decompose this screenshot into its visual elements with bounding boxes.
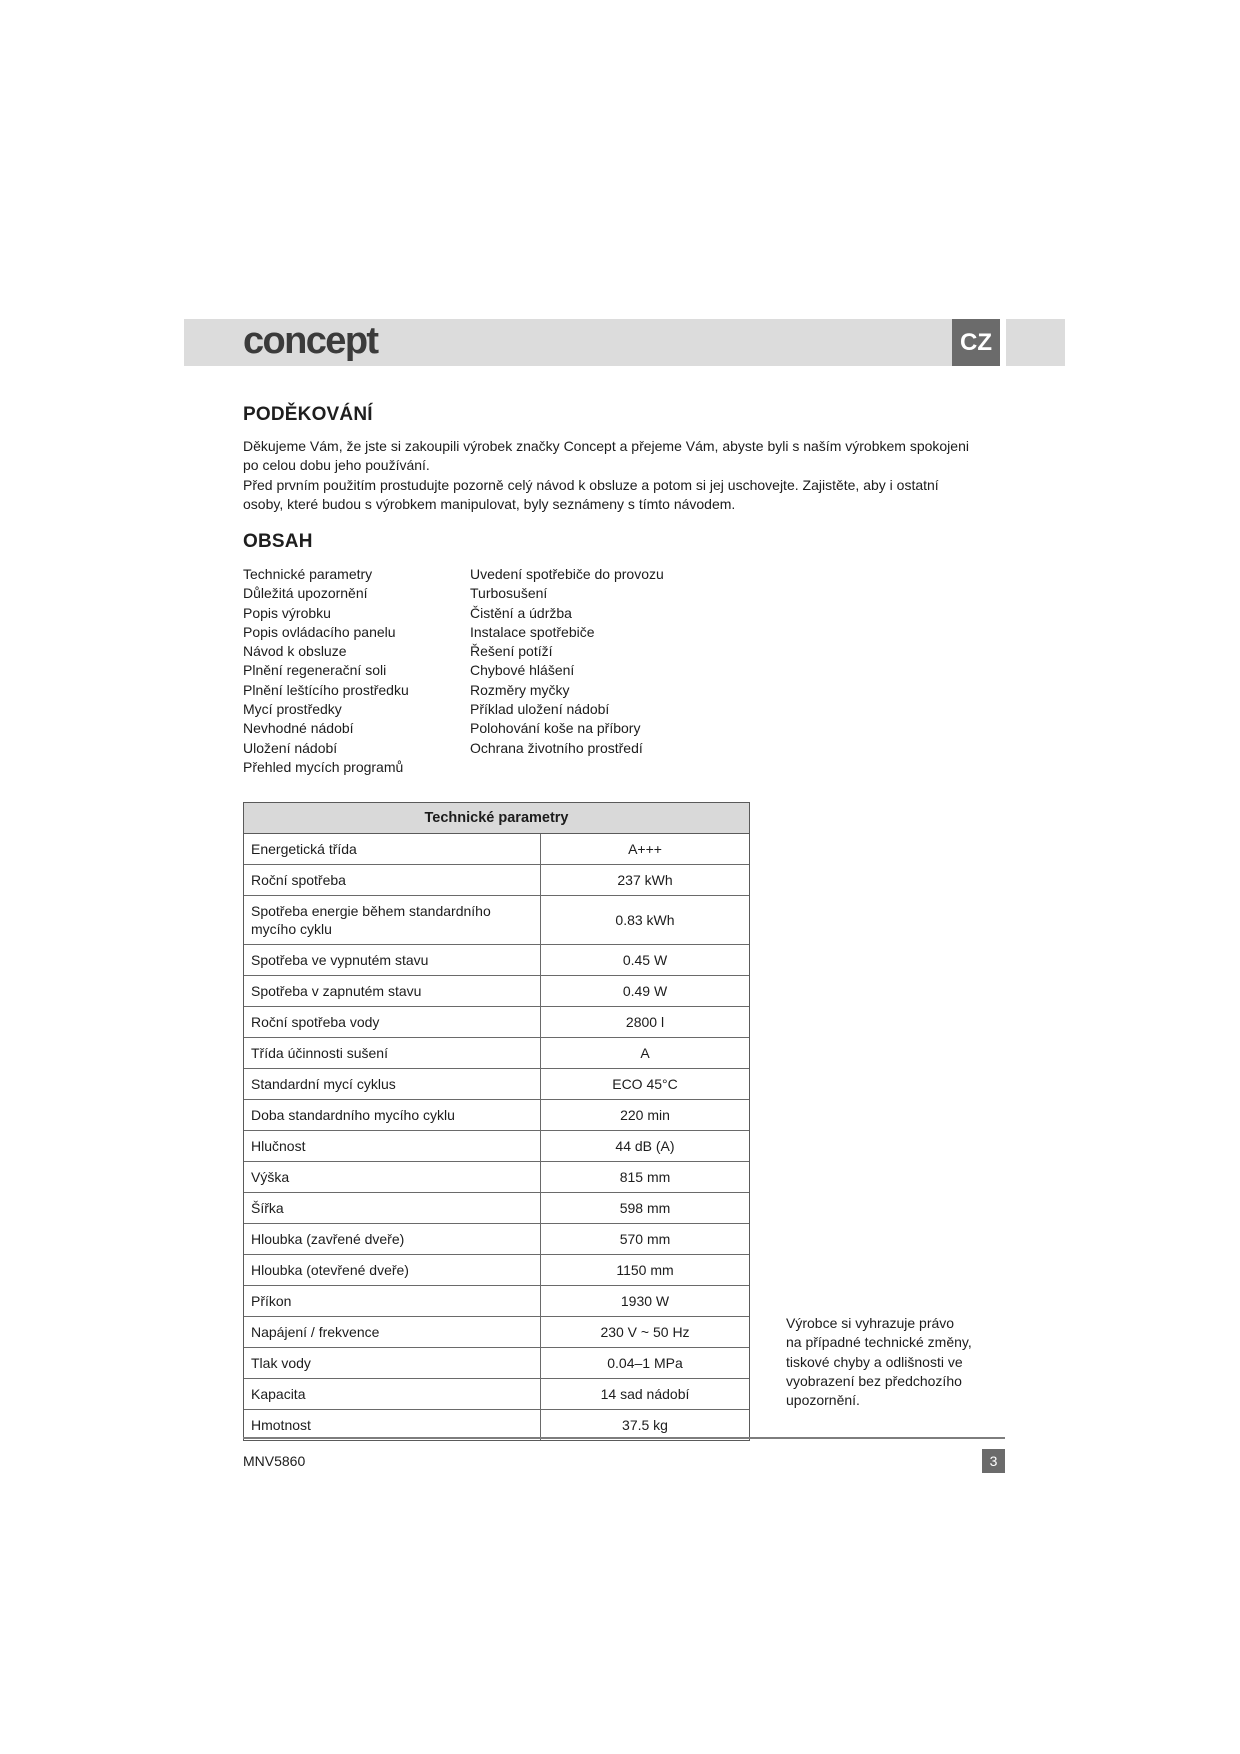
contents-item: Chybové hlášení (470, 662, 575, 679)
spec-row (244, 1068, 749, 1099)
spec-row (244, 975, 749, 1006)
spec-value: 44 dB (A) (615, 1138, 675, 1155)
spec-row (244, 1285, 749, 1316)
spec-label: Hloubka (zavřené dveře) (251, 1231, 405, 1248)
spec-row (244, 1316, 749, 1347)
spec-table-body (244, 834, 749, 1440)
spec-row (244, 1223, 749, 1254)
spec-value: 815 mm (619, 1169, 671, 1186)
spec-row (244, 1347, 749, 1378)
contents-item: Příklad uložení nádobí (470, 701, 610, 718)
spec-label: Kapacita (251, 1386, 306, 1403)
spec-value: 598 mm (619, 1200, 671, 1217)
spec-label: Hmotnost (251, 1417, 311, 1434)
thanks-text-line: po celou dobu jeho používání. (243, 457, 430, 474)
note-line: Výrobce si vyhrazuje právo (786, 1315, 955, 1331)
spec-label-cell (244, 1038, 541, 1068)
spec-label-cell (244, 1193, 541, 1223)
spec-row (244, 944, 749, 975)
spec-value: 0.83 kWh (615, 912, 675, 929)
footer-divider (243, 1437, 1005, 1439)
contents-column-2 (470, 565, 664, 758)
contents-item: Polohování koše na příbory (470, 720, 641, 737)
spec-row (244, 1254, 749, 1285)
spec-label-cell (244, 976, 541, 1006)
spec-label-cell (244, 1410, 541, 1440)
spec-value: A (640, 1045, 650, 1062)
spec-label-cell (244, 1379, 541, 1409)
thanks-heading: PODĚKOVÁNÍ (243, 404, 373, 425)
spec-value: 0.49 W (622, 983, 668, 1000)
spec-row (244, 895, 749, 944)
spec-row (244, 1161, 749, 1192)
spec-label: Hloubka (otevřené dveře) (251, 1262, 409, 1279)
contents-item: Nevhodné nádobí (243, 720, 354, 737)
spec-label: Šířka (251, 1200, 284, 1217)
spec-row (244, 1037, 749, 1068)
contents-item: Instalace spotřebiče (470, 623, 595, 640)
note-line: tiskové chyby a odlišnosti ve (786, 1353, 963, 1370)
spec-label: Příkon (251, 1293, 292, 1310)
spec-label-cell (244, 865, 541, 895)
spec-row (244, 834, 749, 864)
spec-row (244, 864, 749, 895)
spec-label-cell (244, 1069, 541, 1099)
spec-value: 14 sad nádobí (600, 1386, 690, 1403)
spec-label-cell (244, 1100, 541, 1130)
contents-column-1 (243, 565, 409, 777)
spec-row (244, 1006, 749, 1037)
contents-item: Ochrana životního prostředí (470, 739, 643, 756)
spec-label: Hlučnost (251, 1138, 306, 1155)
spec-row (244, 1192, 749, 1223)
thanks-text-line: Před prvním použitím prostudujte pozorně celý návod k obsluze a potom si jej uschovejte. Zajistěte, aby i ostatní (243, 476, 939, 493)
spec-label: Roční spotřeba (251, 872, 346, 889)
contents-item: Mycí prostředky (243, 701, 342, 718)
contents-item: Popis ovládacího panelu (243, 623, 396, 640)
spec-value: 570 mm (619, 1231, 671, 1248)
spec-value: 1930 W (620, 1293, 670, 1310)
spec-label-cell (244, 1224, 541, 1254)
header-bar-end (1006, 319, 1065, 366)
spec-table (243, 802, 750, 1441)
spec-row (244, 1099, 749, 1130)
contents-item: Plnění regenerační soli (243, 662, 387, 679)
spec-label: Spotřeba v zapnutém stavu (251, 983, 422, 1000)
spec-value: A+++ (628, 841, 662, 858)
spec-table-title: Technické parametry (244, 803, 749, 834)
spec-label: Třída účinnosti sušení (251, 1045, 388, 1062)
spec-row (244, 1130, 749, 1161)
spec-label: Výška (251, 1169, 290, 1186)
contents-item: Uložení nádobí (243, 739, 338, 756)
contents-item: Řešení potíží (470, 643, 553, 660)
spec-label-cell (244, 1162, 541, 1192)
contents-item: Plnění leštícího prostředku (243, 681, 409, 698)
spec-label-cell (244, 896, 541, 944)
spec-label-cell (244, 1348, 541, 1378)
note-line: na případné technické změny, (786, 1334, 972, 1351)
spec-value: 230 V ~ 50 Hz (600, 1324, 690, 1341)
spec-value: 0.04–1 MPa (607, 1355, 683, 1372)
model-number: MNV5860 (243, 1453, 306, 1469)
note-line: upozornění. (786, 1392, 860, 1409)
contents-item: Čistění a údržba (470, 604, 572, 621)
spec-label: Spotřeba ve vypnutém stavu (251, 952, 429, 969)
spec-label-cell (244, 1255, 541, 1285)
spec-label-cell (244, 945, 541, 975)
spec-value: 237 kWh (617, 872, 673, 889)
contents-item: Důležitá upozornění (243, 585, 368, 602)
spec-label-cell (244, 1317, 541, 1347)
contents-heading: OBSAH (243, 531, 313, 552)
spec-row (244, 1378, 749, 1409)
spec-label: Spotřeba energie během standardního mycího cyklu (251, 903, 491, 938)
contents-item: Návod k obsluze (243, 643, 347, 660)
contents-item: Popis výrobku (243, 604, 331, 621)
thanks-text-line: osoby, které budou s výrobkem manipulovat, byly seznámeny s tímto návodem. (243, 495, 736, 512)
spec-label-cell (244, 834, 541, 864)
thanks-paragraph (243, 437, 969, 514)
spec-label-cell (244, 1007, 541, 1037)
spec-value: 0.45 W (622, 952, 668, 969)
spec-label: Energetická třída (251, 841, 357, 858)
disclaimer-note (786, 1314, 972, 1410)
spec-label: Doba standardního mycího cyklu (251, 1107, 455, 1124)
spec-label-cell (244, 1131, 541, 1161)
spec-label: Roční spotřeba vody (251, 1014, 380, 1031)
spec-value: 37.5 kg (622, 1417, 668, 1434)
spec-label: Standardní mycí cyklus (251, 1076, 396, 1093)
contents-item: Přehled mycích programů (243, 758, 404, 775)
spec-label-cell (244, 1286, 541, 1316)
contents-item: Technické parametry (243, 566, 373, 582)
language-badge: CZ (952, 319, 1000, 366)
contents-item: Uvedení spotřebiče do provozu (470, 566, 664, 582)
contents-item: Turbosušení (470, 585, 548, 602)
brand-logo: concept (243, 320, 378, 362)
note-line: vyobrazení bez předchozího (786, 1372, 962, 1389)
spec-value: 1150 mm (616, 1262, 674, 1279)
page-number: 3 (982, 1449, 1005, 1473)
spec-value: 220 min (620, 1107, 670, 1124)
thanks-text-line: Děkujeme Vám, že jste si zakoupili výrobek značky Concept a přejeme Vám, abyste byli s naším výrobkem spokojeni (243, 438, 969, 454)
spec-row (244, 1409, 749, 1440)
contents-item: Rozměry myčky (470, 681, 570, 698)
spec-value: ECO 45°C (612, 1076, 678, 1093)
spec-label: Napájení / frekvence (251, 1324, 380, 1341)
spec-value: 2800 l (625, 1014, 665, 1031)
spec-label: Tlak vody (251, 1355, 311, 1372)
